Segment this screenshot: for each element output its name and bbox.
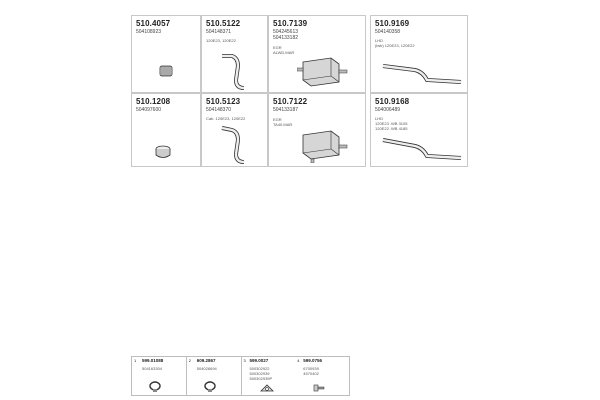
accessory-cell-4[interactable] <box>295 357 349 395</box>
accessory-ref: 500302922 <box>249 366 270 371</box>
part-card-510-9168[interactable] <box>370 93 468 167</box>
accessory-cell-3-4[interactable] <box>242 357 350 395</box>
part-ref: 504140358 <box>375 29 401 35</box>
part-code: 510.4057 <box>136 19 171 28</box>
fitment-note: 120E23, 120E22 <box>206 38 236 43</box>
part-ref: 504097600 <box>136 107 162 113</box>
accessory-cell-3[interactable] <box>242 357 296 395</box>
tail-pipe-icon <box>379 134 465 164</box>
fitment-note: TA40.MAR <box>273 122 293 127</box>
part-code: 510.1208 <box>136 97 171 106</box>
clamp-icon <box>148 380 162 392</box>
accessory-ref: 4570402 <box>303 371 319 376</box>
tail-pipe-icon <box>379 60 465 88</box>
accessory-ref: 504163304 <box>142 366 163 371</box>
clamp-icon <box>203 380 217 392</box>
bent-pipe-icon <box>216 50 250 92</box>
fitment-note: Cab. 120E23, 120E22 <box>206 116 246 121</box>
fitment-note: LHD <box>375 116 384 121</box>
bent-pipe-icon <box>216 124 250 166</box>
bolt-icon <box>313 383 325 393</box>
accessory-index: 1 <box>134 358 137 363</box>
part-ref: 504133187 <box>273 107 299 113</box>
part-ref: 504148370 <box>206 107 232 113</box>
fitment-note: (lwb) 120E23, 120E22 <box>375 43 415 48</box>
fitment-note: EGR <box>273 45 282 50</box>
accessory-ref: 500302939 <box>249 371 270 376</box>
muffler-icon <box>297 127 349 163</box>
sleeve-icon <box>154 144 172 160</box>
part-ref: 504006489 <box>375 107 401 113</box>
accessory-index: 4 <box>297 358 300 363</box>
part-card-510-7122[interactable] <box>268 93 366 167</box>
part-ref: 504245613 <box>273 29 299 35</box>
accessory-index: 2 <box>188 358 191 363</box>
fitment-note: 120E22 .WB 4185 <box>375 126 408 131</box>
part-code: 510.5123 <box>206 97 241 106</box>
muffler-icon <box>297 54 349 90</box>
part-code: 510.7139 <box>273 19 308 28</box>
part-ref: 504108923 <box>136 29 162 35</box>
part-card-510-9169[interactable] <box>370 15 468 93</box>
accessory-code: 599.0756 <box>303 358 323 363</box>
accessory-ref: 504026694 <box>196 366 217 371</box>
part-ref-2: 504133182 <box>273 35 299 41</box>
clamp-spring-icon <box>158 64 174 78</box>
part-card-510-4057[interactable] <box>131 15 201 93</box>
part-card-510-5123[interactable] <box>201 93 268 167</box>
accessory-ref: 500302939P <box>249 376 273 381</box>
accessory-code: 609.2867 <box>196 358 216 363</box>
accessories-table <box>131 356 350 396</box>
part-code: 510.5122 <box>206 19 241 28</box>
accessory-cell-2[interactable] <box>187 357 242 395</box>
accessory-ref: 6700939 <box>303 366 319 371</box>
part-ref: 504148371 <box>206 29 232 35</box>
fitment-note: 120E23 .WB 3105 <box>375 121 408 126</box>
accessory-code: 599.01088 <box>142 358 164 363</box>
part-code: 510.9168 <box>375 97 410 106</box>
part-card-510-7139[interactable] <box>268 15 366 93</box>
accessory-index: 3 <box>243 358 246 363</box>
gasket-icon <box>260 383 274 393</box>
part-card-510-1208[interactable] <box>131 93 201 167</box>
accessory-code: 599.0027 <box>249 358 269 363</box>
accessory-cell-1[interactable] <box>132 357 187 395</box>
fitment-note: EGR <box>273 117 282 122</box>
part-code: 510.9169 <box>375 19 410 28</box>
fitment-note: LHD <box>375 38 384 43</box>
part-card-510-5122[interactable] <box>201 15 268 93</box>
fitment-note: ALWD.MAR <box>273 50 295 55</box>
part-code: 510.7122 <box>273 97 308 106</box>
